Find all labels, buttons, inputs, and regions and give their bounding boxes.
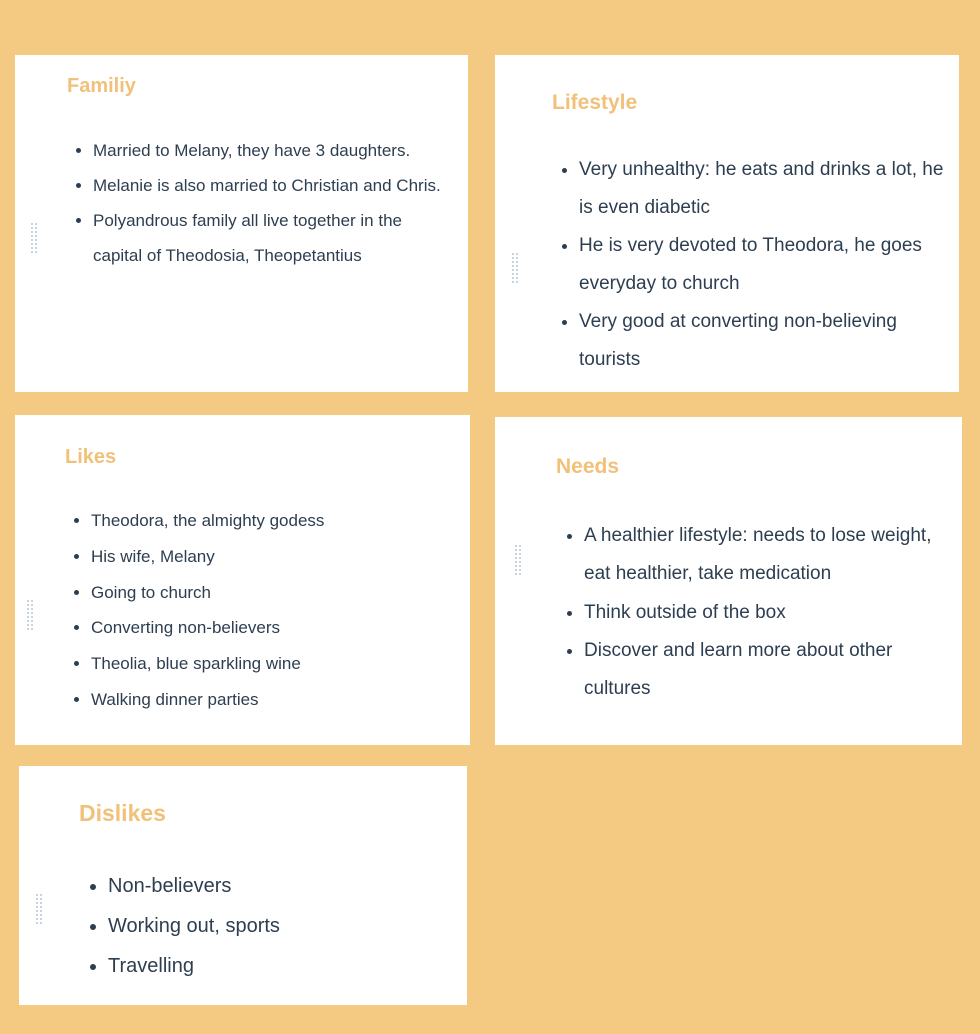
card-title: Lifestyle bbox=[552, 91, 638, 114]
list-item: • Travelling bbox=[108, 946, 448, 986]
drag-handle-icon[interactable] bbox=[512, 253, 518, 283]
handle-dot bbox=[519, 569, 521, 571]
handle-dot bbox=[36, 914, 38, 916]
handle-dot bbox=[512, 273, 514, 275]
handle-dot bbox=[31, 624, 33, 626]
handle-dot bbox=[27, 600, 29, 602]
list-item: • Theolia, blue sparkling wine bbox=[91, 646, 451, 682]
handle-dot bbox=[35, 239, 37, 241]
handle-dot bbox=[31, 616, 33, 618]
list-item: • Very good at converting non-believing tourists bbox=[579, 303, 959, 379]
card-title: Likes bbox=[65, 446, 117, 468]
handle-dot bbox=[31, 620, 33, 622]
card-likes bbox=[15, 415, 470, 745]
drag-handle-icon[interactable] bbox=[31, 223, 37, 253]
handle-dot bbox=[27, 608, 29, 610]
handle-dot bbox=[31, 235, 33, 237]
card-lifestyle bbox=[495, 55, 959, 392]
list-item: • He is very devoted to Theodora, he goes everyday to church bbox=[579, 227, 959, 303]
handle-dot bbox=[515, 561, 517, 563]
handle-dot bbox=[516, 273, 518, 275]
handle-dot bbox=[31, 628, 33, 630]
handle-dot bbox=[40, 910, 42, 912]
handle-dot bbox=[27, 620, 29, 622]
handle-dot bbox=[512, 277, 514, 279]
handle-dot bbox=[40, 902, 42, 904]
handle-dot bbox=[40, 922, 42, 924]
handle-dot bbox=[36, 898, 38, 900]
handle-dot bbox=[31, 604, 33, 606]
list-item: • A healthier lifestyle: needs to lose weight, eat healthier, take medication bbox=[584, 517, 954, 594]
list-item: • Converting non-believers bbox=[91, 610, 451, 646]
handle-dot bbox=[516, 281, 518, 283]
list-item: • Very unhealthy: he eats and drinks a lot, he is even diabetic bbox=[579, 151, 959, 227]
handle-dot bbox=[512, 269, 514, 271]
handle-dot bbox=[512, 257, 514, 259]
handle-dot bbox=[31, 600, 33, 602]
handle-dot bbox=[35, 235, 37, 237]
card-dislikes bbox=[19, 766, 467, 1005]
card-title: Needs bbox=[556, 455, 620, 478]
list-item: • Going to church bbox=[91, 575, 451, 611]
drag-handle-icon[interactable] bbox=[515, 545, 521, 575]
drag-handle-icon[interactable] bbox=[36, 894, 42, 924]
list-item: • Discover and learn more about other cultures bbox=[584, 632, 954, 709]
handle-dot bbox=[515, 565, 517, 567]
list-item: • Melanie is also married to Christian and Chris. bbox=[93, 168, 443, 203]
handle-dot bbox=[516, 261, 518, 263]
handle-dot bbox=[35, 247, 37, 249]
handle-dot bbox=[36, 894, 38, 896]
handle-dot bbox=[512, 261, 514, 263]
handle-dot bbox=[35, 223, 37, 225]
handle-dot bbox=[519, 565, 521, 567]
handle-dot bbox=[519, 557, 521, 559]
handle-dot bbox=[35, 243, 37, 245]
handle-dot bbox=[512, 265, 514, 267]
list-item: • Working out, sports bbox=[108, 906, 448, 946]
bullet-list bbox=[69, 503, 451, 718]
handle-dot bbox=[27, 612, 29, 614]
handle-dot bbox=[35, 227, 37, 229]
handle-dot bbox=[36, 922, 38, 924]
handle-dot bbox=[36, 906, 38, 908]
handle-dot bbox=[512, 281, 514, 283]
handle-dot bbox=[27, 616, 29, 618]
handle-dot bbox=[515, 549, 517, 551]
handle-dot bbox=[36, 910, 38, 912]
handle-dot bbox=[31, 612, 33, 614]
list-item: • Think outside of the box bbox=[584, 594, 954, 632]
handle-dot bbox=[31, 227, 33, 229]
card-title: Familiy bbox=[67, 75, 136, 97]
handle-dot bbox=[40, 906, 42, 908]
handle-dot bbox=[27, 604, 29, 606]
handle-dot bbox=[31, 231, 33, 233]
list-item: • Theodora, the almighty godess bbox=[91, 503, 451, 539]
handle-dot bbox=[27, 628, 29, 630]
handle-dot bbox=[515, 569, 517, 571]
handle-dot bbox=[31, 239, 33, 241]
handle-dot bbox=[515, 573, 517, 575]
handle-dot bbox=[515, 557, 517, 559]
list-item: • Non-believers bbox=[108, 866, 448, 906]
bullet-list bbox=[71, 133, 443, 273]
handle-dot bbox=[515, 553, 517, 555]
handle-dot bbox=[516, 277, 518, 279]
handle-dot bbox=[35, 251, 37, 253]
handle-dot bbox=[512, 253, 514, 255]
handle-dot bbox=[516, 253, 518, 255]
handle-dot bbox=[40, 898, 42, 900]
handle-dot bbox=[31, 608, 33, 610]
handle-dot bbox=[27, 624, 29, 626]
handle-dot bbox=[40, 914, 42, 916]
card-family bbox=[15, 55, 468, 392]
handle-dot bbox=[36, 918, 38, 920]
handle-dot bbox=[36, 902, 38, 904]
handle-dot bbox=[516, 269, 518, 271]
handle-dot bbox=[519, 561, 521, 563]
bullet-list bbox=[86, 866, 448, 986]
handle-dot bbox=[40, 918, 42, 920]
list-item: • Married to Melany, they have 3 daughters. bbox=[93, 133, 443, 168]
list-item: • Walking dinner parties bbox=[91, 682, 451, 718]
handle-dot bbox=[519, 549, 521, 551]
handle-dot bbox=[31, 251, 33, 253]
list-item: • Polyandrous family all live together in the capital of Theodosia, Theopetantius bbox=[93, 203, 443, 273]
handle-dot bbox=[516, 257, 518, 259]
handle-dot bbox=[40, 894, 42, 896]
handle-dot bbox=[519, 573, 521, 575]
handle-dot bbox=[31, 247, 33, 249]
list-item: • His wife, Melany bbox=[91, 539, 451, 575]
handle-dot bbox=[35, 231, 37, 233]
handle-dot bbox=[519, 545, 521, 547]
bullet-list bbox=[557, 151, 959, 379]
handle-dot bbox=[31, 243, 33, 245]
handle-dot bbox=[515, 545, 517, 547]
card-title: Dislikes bbox=[79, 800, 166, 826]
bullet-list bbox=[562, 517, 954, 708]
card-needs bbox=[495, 417, 962, 745]
drag-handle-icon[interactable] bbox=[27, 600, 33, 630]
handle-dot bbox=[516, 265, 518, 267]
handle-dot bbox=[31, 223, 33, 225]
handle-dot bbox=[519, 553, 521, 555]
